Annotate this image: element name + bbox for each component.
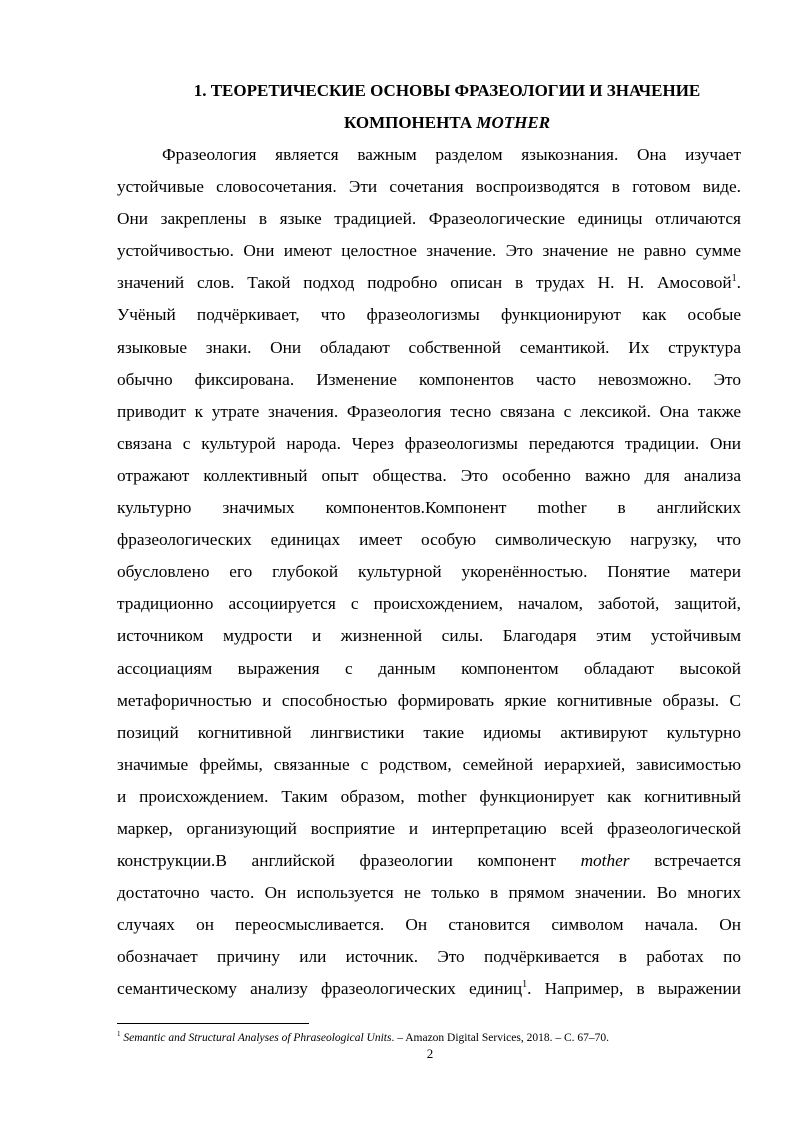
footnote-ref: 1 [731,273,737,285]
text-line: Они закреплены в языке традицией. Фразеологические единицы отличаются [117,209,741,229]
text-line: случаях он переосмысливается. Он становится символом начала. Он [117,915,741,935]
text-run: семантическому анализу фразеологических единиц [117,979,523,999]
text-line: отражают коллективный опыт общества. Это особенно важно для анализа [117,465,741,485]
heading-line-2 [153,107,741,139]
text-run: значений слов. Такой подход подробно описан в трудах Н. Н. Амосовой [117,273,732,293]
heading-line-1: 1. ТЕОРЕТИЧЕСКИЕ ОСНОВЫ ФРАЗЕОЛОГИИ И ЗНАЧЕНИЕ [193,81,701,100]
text-line: связана с культурой народа. Через фразеологизмы передаются традиции. Они [117,433,741,453]
text-line: культурно значимых компонентов.Компонент mother в английских [117,498,741,518]
footnote-source: . – Amazon Digital Services, 2018. – С. 67–70. [391,1032,610,1044]
footnote-mark: 1 [117,1030,121,1039]
page-content [117,75,741,1006]
text-line: и происхождением. Таким образом, mother функционирует как когнитивный [117,786,741,806]
text-line [117,973,741,1005]
page-number: 2 [426,1046,434,1061]
text-line: обусловлено его глубокой культурной укоренённостью. Понятие матери [117,562,741,582]
text-run: встречается [629,851,741,871]
text-line: достаточно часто. Он используется не только в прямом значении. Во многих [117,883,741,903]
text-line: обычно фиксирована. Изменение компонентов часто невозможно. Это [117,369,741,389]
text-run: конструкции.В английской фразеологии компонент [117,851,581,871]
footnote [117,1031,757,1045]
text-run: . Например, в выражении [527,979,741,999]
text-line: маркер, организующий восприятие и интерпретацию всей фразеологической [117,818,741,838]
text-line: ассоциациям выражения с данным компонентом обладают высокой [117,658,741,678]
footnote-title: Semantic and Structural Analyses of Phraseological Units [123,1032,392,1044]
text-line: приводит к утрате значения. Фразеология тесно связана с лексикой. Она также [117,401,741,421]
heading-mother-italic: MOTHER [476,113,551,132]
heading-line-2-text: КОМПОНЕНТА [343,113,477,132]
text-line: языковые знаки. Они обладают собственной семантикой. Их структура [117,337,741,357]
text-run: . [736,273,741,293]
footnote-separator [117,1023,309,1024]
text-line: фразеологических единицах имеет особую символическую нагрузку, что [117,530,741,550]
text-line [117,845,741,877]
text-line: источником мудрости и жизненной силы. Благодаря этим устойчивым [117,626,741,646]
mother-italic: mother [580,851,630,871]
text-line: метафоричностью и способностью формировать яркие когнитивные образы. С [117,690,741,710]
footnote-ref: 1 [522,979,528,991]
text-line: значимые фреймы, связанные с родством, семейной иерархией, зависимостью [117,754,741,774]
section-heading [117,75,741,139]
text-line: традиционно ассоциируется с происхождением, началом, заботой, защитой, [117,594,741,614]
text-line: Учёный подчёркивает, что фразеологизмы функционируют как особые [117,305,741,325]
text-line: позиций когнитивной лингвистики такие идиомы активируют культурно [117,722,741,742]
text-line: устойчивостью. Они имеют целостное значение. Это значение не равно сумме [117,241,741,261]
text-line: обозначает причину или источник. Это подчёркивается в работах по [117,947,741,967]
text-line: устойчивые словосочетания. Эти сочетания воспроизводятся в готовом виде. [117,177,741,197]
text-line: Фразеология является важным разделом языкознания. Она изучает [162,145,741,164]
text-line [117,267,741,299]
body-paragraph [117,139,741,1006]
